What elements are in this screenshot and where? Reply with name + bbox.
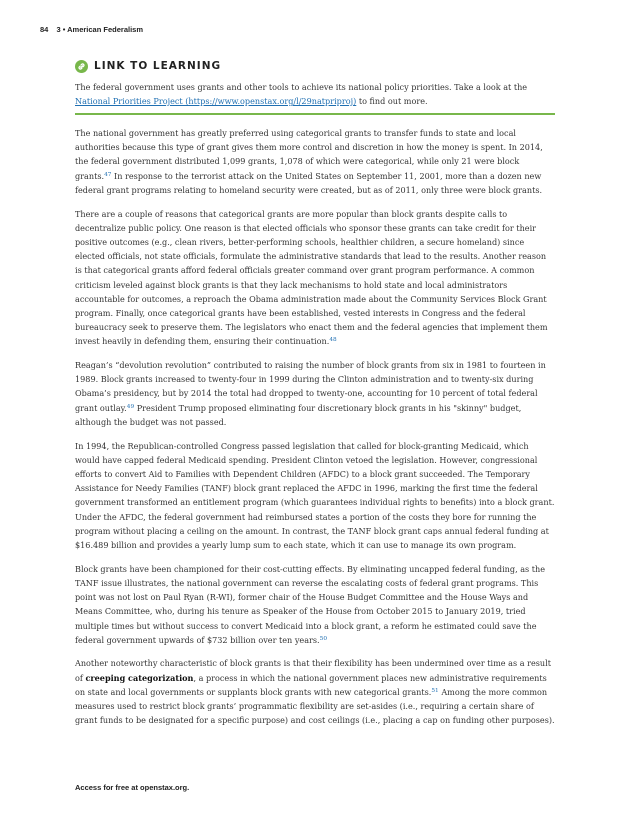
footnote-51[interactable]: 51 — [431, 687, 439, 694]
page-footer: Access for free at openstax.org. — [75, 783, 190, 792]
paragraph-text: Another noteworthy characteristic of block grants is that their flexibility has been undermined over time as a result of — [75, 658, 551, 683]
link-to-learning-text — [75, 80, 555, 108]
page-header — [40, 25, 143, 34]
paragraph-4 — [75, 439, 555, 553]
paragraph-1 — [75, 126, 555, 197]
footnote-49[interactable]: 49 — [126, 403, 135, 410]
link-to-learning-heading: LINK TO LEARNING — [94, 60, 222, 72]
paragraph-text: Block grants have been championed for their cost-cutting effects. By eliminating uncapped federal funding, as the TANF issue illustrates, the national government can reverse the escalating costs of federal grant programs. This point was not lost on Paul Ryan (R-WI), former chair of the House Budget Committee and the House Ways and Means Committee, who, during his tenure as Speaker of the House from October 2015 to January 2019, tried multiple times but without success to convert Medicaid into a block grant, a reform he estimated could save the federal government upwards of $732 billion over ten years. — [75, 563, 546, 645]
paragraph-text: There are a couple of reasons that categorical grants are more popular than block grants despite calls to decentralize public policy. One reason is that elected officials who sponsor these grants can take credit for their positive outcomes (e.g., clean rivers, better-performing schools, healthier children, a secure homeland) since elected officials, not state officials, formulate the administrative standards that lead to the results. Another reason is that categorical grants afford federal officials greater command over grant program performance. A common criticism leveled against block grants is that they lack mechanisms to hold state and local administrators accountable for outcomes, a reproach the Obama administration made about the Community Services Block Grant program. Finally, once categorical grants have been established, vested interests in Congress and the federal bureaucracy seek to preserve them. The legislators who enact them and the federal agencies that implement them invest heavily in defending them, ensuring their continuation. — [75, 208, 548, 347]
main-text — [75, 126, 555, 737]
link-icon — [75, 60, 88, 73]
paragraph-text: President Trump proposed eliminating four discretionary block grants in his "skinny" budget, although the budget was not passed. — [75, 402, 522, 427]
paragraph-text: Reagan’s “devolution revolution” contributed to raising the number of block grants from six in 1981 to fourteen in 1989. Block grants increased to twenty-four in 1999 during the Clinton administration and to twenty-six during Obama’s presidency, but by 2014 the total had dropped to twenty-one, accounting for 10 percent of total federal grant outlay. — [75, 360, 546, 413]
paragraph-text: Among the more common measures used to restrict block grants’ programmatic flexibility are set-asides (i.e., requiring a certain share of grant funds to be designated for a specific purpose) and cost ceilings (i.e., placing a cap on funding other purposes). — [75, 686, 555, 726]
paragraph-text: , a process in which the national government places new administrative requirements on state and local governments or supplants block grants with new categorical grants. — [75, 672, 547, 697]
paragraph-6 — [75, 656, 555, 727]
footnote-47[interactable]: 47 — [104, 171, 112, 178]
paragraph-5 — [75, 562, 555, 647]
paragraph-text: The national government has greatly preferred using categorical grants to transfer funds to state and local authorities because this type of grant gives them more control and discretion in how the money is spent. In 2014, the federal government distributed 1,099 grants, 1,078 of which were categorical, while only 21 were block grants. — [75, 128, 543, 181]
link-to-learning-divider — [75, 113, 555, 115]
link-to-learning-box — [75, 58, 555, 115]
chapter-title: 3 • American Federalism — [56, 25, 143, 34]
key-term-creeping-categorization: creeping categorization — [85, 672, 194, 683]
paragraph-3 — [75, 358, 555, 429]
ltl-text-after: to find out more. — [356, 96, 428, 106]
ltl-text-before: The federal government uses grants and other tools to achieve its national policy priorities. Take a look at the — [75, 82, 528, 92]
paragraph-2 — [75, 207, 555, 349]
paragraph-text: In response to the terrorist attack on the United States on September 11, 2001, more than a dozen new federal grant programs relating to homeland security were created, but as of 2011, only three were block grants. — [75, 170, 543, 195]
page-number: 84 — [40, 25, 49, 34]
footnote-48[interactable]: 48 — [329, 337, 337, 344]
paragraph-text: In 1994, the Republican-controlled Congress passed legislation that called for block-granting Medicaid, which would have capped federal Medicaid spending. President Clinton vetoed the legislation. However, congressional efforts to convert Aid to Families with Dependent Children (AFDC) to a block grant succeeded. The Temporary Assistance for Needy Families (TANF) block grant replaced the AFDC in 1996, marking the first time the federal government transformed an entitlement program (which guarantees individual rights to benefits) into a block grant. Under the AFDC, the federal government had reimbursed states a portion of the costs they bore for running the program without placing a ceiling on the amount. In contrast, the TANF block grant caps annual federal funding at $16.489 billion and provides a yearly lump sum to each state, which it can use to manage its own program. — [75, 440, 555, 550]
link-to-learning-title — [75, 58, 555, 74]
national-priorities-project-link[interactable]: National Priorities Project (https://www.openstax.org/l/29natpriproj) — [75, 96, 357, 106]
footnote-50[interactable]: 50 — [319, 635, 328, 642]
